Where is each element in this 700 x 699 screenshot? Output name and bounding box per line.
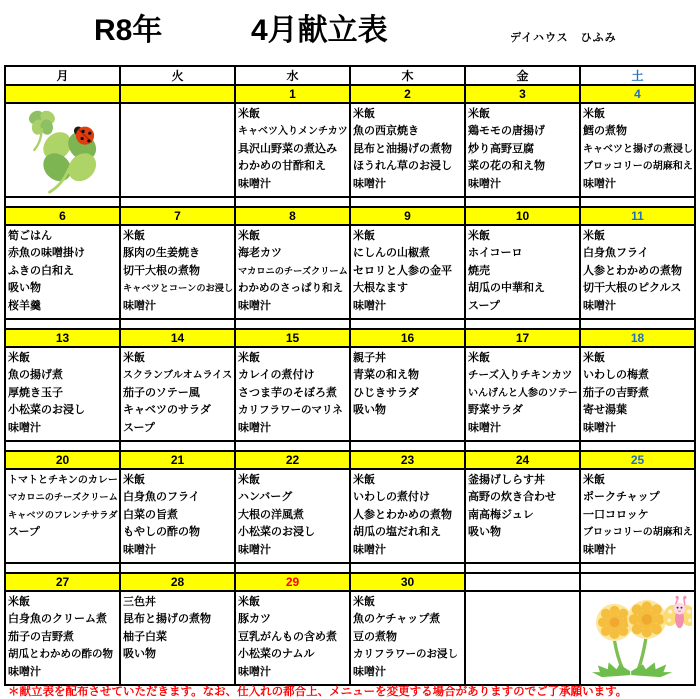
spacer-cell: [580, 441, 695, 451]
four-leaf-clover-icon: [15, 106, 111, 194]
date-cell-8: 8: [235, 207, 350, 225]
menu-item: 昆布と油揚げの煮物: [353, 142, 452, 155]
weekday-header-row: [5, 66, 695, 85]
menu-cell-day-24: [465, 469, 580, 563]
weekday-header-3: 水: [235, 66, 350, 85]
menu-item: 味噌汁: [238, 421, 271, 434]
date-cell-20: 20: [5, 451, 120, 469]
menu-item: 茄子の吉野煮: [583, 386, 649, 399]
menu-item: 豆乳がんもの含め煮: [238, 630, 337, 643]
menu-cell-day-27: [5, 591, 120, 685]
menu-item: 吸い物: [123, 648, 156, 661]
menu-cell-day-1: [235, 103, 350, 197]
menu-item: 白身魚のクリーム煮: [8, 613, 107, 626]
menu-item: 米飯: [238, 474, 260, 486]
menu-item: 味噌汁: [238, 665, 271, 678]
menu-item: 米飯: [583, 352, 605, 364]
menu-item: 味噌汁: [238, 299, 271, 312]
facility-name: デイハウス ひふみ: [510, 32, 617, 44]
menu-item: 親子丼: [353, 352, 386, 364]
menu-item: 昆布と揚げの煮物: [123, 613, 211, 626]
menu-item: 人参とわかめの煮物: [353, 508, 452, 521]
menu-cell-day-14: [120, 347, 235, 441]
menu-item: 米飯: [353, 474, 375, 486]
spacer-cell: [350, 319, 465, 329]
spacer-cell: [465, 441, 580, 451]
date-row-week-5: [5, 573, 695, 591]
menu-item: 米飯: [468, 230, 490, 242]
menu-item: 胡瓜とわかめの酢の物: [8, 648, 113, 661]
menu-item: 柚子白菜: [123, 630, 167, 643]
menu-item: 豚肉の生姜焼き: [123, 247, 200, 260]
menu-item: いわしの煮付け: [353, 491, 430, 504]
menu-item: 米飯: [123, 352, 145, 364]
menu-item: キャベツのサラダ: [123, 404, 211, 417]
date-cell-13: 13: [5, 329, 120, 347]
spacer-cell: [580, 319, 695, 329]
menu-item: 味噌汁: [123, 543, 156, 556]
date-cell-1: 1: [235, 85, 350, 103]
date-cell-16: 16: [350, 329, 465, 347]
date-cell-27: 27: [5, 573, 120, 591]
menu-item: 米飯: [583, 108, 605, 120]
spacer-cell: [465, 197, 580, 207]
weekday-header-4: 木: [350, 66, 465, 85]
menu-item: 菜の花の和え物: [468, 160, 545, 173]
menu-item: 南高梅ジュレ: [468, 508, 534, 521]
menu-item: 米飯: [123, 230, 145, 242]
menu-item: キャベツとコーンのお浸し: [123, 283, 234, 294]
menu-item: スープ: [468, 299, 500, 312]
menu-cell-day-23: [350, 469, 465, 563]
year-label: R8年: [94, 14, 163, 47]
menu-row-week-2: [5, 225, 695, 319]
menu-item: 人参とわかめの煮物: [583, 264, 682, 277]
menu-cell-empty: [465, 591, 580, 685]
menu-cell-day-4: [580, 103, 695, 197]
date-cell-10: 10: [465, 207, 580, 225]
menu-cell-day-29: [235, 591, 350, 685]
menu-item: もやしの酢の物: [123, 526, 200, 539]
menu-item: 具沢山野菜の煮込み: [238, 142, 337, 155]
weekday-header-6: 土: [580, 66, 695, 85]
menu-item: 米飯: [468, 108, 490, 120]
menu-item: 米飯: [238, 596, 260, 608]
spacer-cell: [235, 563, 350, 573]
menu-item: 切干大根のピクルス: [583, 282, 682, 295]
menu-cell-day-3: [465, 103, 580, 197]
menu-item: 味噌汁: [583, 421, 616, 434]
menu-item: マカロニのチーズクリーム: [238, 265, 348, 276]
menu-cell-day-10: [465, 225, 580, 319]
menu-item: 野菜サラダ: [468, 404, 523, 417]
menu-item: 味噌汁: [8, 665, 41, 678]
menu-item: 三色丼: [123, 596, 156, 608]
spacer-row: [5, 319, 695, 329]
menu-item: 高野の炊き合わせ: [468, 491, 556, 504]
menu-item: 味噌汁: [468, 177, 501, 190]
spacer-cell: [235, 197, 350, 207]
date-cell-30: 30: [350, 573, 465, 591]
menu-cell-day-28: [120, 591, 235, 685]
menu-item: マカロニのチーズクリーム: [8, 492, 118, 503]
menu-item: カリフラワーのお浸し: [353, 648, 458, 661]
spacer-cell: [120, 441, 235, 451]
menu-item: ブロッコリーの胡麻和え: [583, 161, 693, 173]
menu-cell-day-22: [235, 469, 350, 563]
date-cell-3: 3: [465, 85, 580, 103]
spacer-row: [5, 441, 695, 451]
date-cell-empty: [465, 573, 580, 591]
date-cell-24: 24: [465, 451, 580, 469]
menu-calendar-table: [4, 65, 696, 686]
menu-item: 切干大根の煮物: [123, 264, 200, 277]
date-row-week-3: [5, 329, 695, 347]
menu-item: 米飯: [8, 352, 30, 364]
menu-item: セロリと人参の金平: [353, 264, 452, 277]
spacer-cell: [350, 197, 465, 207]
menu-cell-day-2: [350, 103, 465, 197]
menu-item: 赤魚の味噌掛け: [8, 247, 85, 260]
menu-cell-day-6: [5, 225, 120, 319]
date-cell-empty: [120, 85, 235, 103]
date-cell-22: 22: [235, 451, 350, 469]
menu-item: 米飯: [353, 108, 375, 120]
weekday-header-1: 月: [5, 66, 120, 85]
menu-item: スープ: [123, 421, 155, 434]
menu-item: 米飯: [353, 596, 375, 608]
menu-item: 米飯: [238, 352, 260, 364]
menu-item: 大根の洋風煮: [238, 508, 304, 521]
weekday-header-2: 火: [120, 66, 235, 85]
menu-cell-day-20: [5, 469, 120, 563]
menu-item: 味噌汁: [123, 299, 156, 312]
spacer-cell: [5, 563, 120, 573]
menu-item: にしんの山椒煮: [353, 247, 430, 260]
date-cell-11: 11: [580, 207, 695, 225]
menu-item: 大根なます: [353, 282, 408, 295]
menu-item: さつま芋のそぼろ煮: [238, 386, 337, 399]
menu-item: 米飯: [583, 230, 605, 242]
menu-item: 小松菜のお浸し: [238, 526, 315, 539]
date-cell-18: 18: [580, 329, 695, 347]
menu-item: 炒り高野豆腐: [468, 142, 534, 155]
menu-item: スクランブルオムライス: [123, 370, 233, 382]
menu-item: 米飯: [468, 352, 490, 364]
menu-item: 小松菜のナムル: [238, 648, 315, 661]
dandelion-flowers-icon: [584, 594, 692, 680]
menu-item: ひじきサラダ: [353, 386, 419, 399]
menu-item: キャベツと揚げの煮浸し: [583, 143, 693, 155]
menu-item: トマトとチキンのカレー: [8, 475, 118, 486]
date-cell-29: 29: [235, 573, 350, 591]
menu-cell-day-30: [350, 591, 465, 685]
date-cell-2: 2: [350, 85, 465, 103]
spacer-cell: [120, 197, 235, 207]
butterfly-icon: [660, 596, 692, 628]
menu-item: 味噌汁: [353, 177, 386, 190]
menu-item: 米飯: [8, 596, 30, 608]
menu-item: 豚カツ: [238, 613, 271, 626]
spacer-cell: [5, 197, 120, 207]
menu-cell-day-13: [5, 347, 120, 441]
date-cell-23: 23: [350, 451, 465, 469]
date-cell-28: 28: [120, 573, 235, 591]
date-cell-25: 25: [580, 451, 695, 469]
menu-cell-day-8: [235, 225, 350, 319]
menu-item: 白身魚フライ: [583, 247, 649, 260]
menu-row-week-1: [5, 103, 695, 197]
menu-item: 米飯: [238, 230, 260, 242]
menu-cell-day-9: [350, 225, 465, 319]
menu-item: 味噌汁: [238, 543, 271, 556]
spacer-cell: [120, 563, 235, 573]
menu-item: チーズ入りチキンカツ: [468, 369, 573, 382]
menu-item: 米飯: [238, 108, 260, 120]
spacer-cell: [350, 563, 465, 573]
menu-item: スープ: [8, 526, 40, 539]
menu-item: 吸い物: [468, 526, 501, 539]
menu-item: 吸い物: [8, 282, 41, 295]
menu-item: 白身魚のフライ: [123, 491, 200, 504]
menu-item: 筍ごはん: [8, 230, 52, 242]
date-row-week-1: [5, 85, 695, 103]
menu-row-week-5: [5, 591, 695, 685]
menu-item: 味噌汁: [583, 177, 616, 190]
menu-item: 焼売: [468, 264, 490, 277]
menu-item: カレイの煮付け: [238, 369, 315, 382]
menu-item: 味噌汁: [583, 299, 616, 312]
spacer-cell: [465, 563, 580, 573]
menu-item: わかめのさっぱり和え: [238, 282, 343, 295]
menu-row-week-3: [5, 347, 695, 441]
spacer-cell: [5, 319, 120, 329]
spacer-row: [5, 563, 695, 573]
menu-item: 青菜の和え物: [353, 369, 419, 382]
menu-item: ハンバーグ: [238, 491, 293, 504]
menu-item: 寄せ湯葉: [583, 404, 627, 417]
date-cell-9: 9: [350, 207, 465, 225]
menu-cell-empty: [120, 103, 235, 197]
menu-item: 桜羊羹: [8, 299, 41, 312]
menu-cell-day-7: [120, 225, 235, 319]
footnote-text: ＊献立表を配布させていただきます。なお、仕入れの都合上、メニューを変更する場合がありますのでご了承願います。: [8, 686, 628, 698]
menu-item: ふきの白和え: [8, 264, 74, 277]
menu-item: 魚の揚げ煮: [8, 369, 63, 382]
date-row-week-2: [5, 207, 695, 225]
menu-cell-day-17: [465, 347, 580, 441]
menu-item: ブロッコリーの胡麻和え: [583, 527, 693, 539]
menu-item: 味噌汁: [8, 421, 41, 434]
menu-item: 味噌汁: [583, 543, 616, 556]
dandelion-leaf: [592, 662, 630, 677]
clover-illustration: [8, 106, 118, 194]
menu-item: 魚の西京焼き: [353, 125, 419, 138]
date-cell-17: 17: [465, 329, 580, 347]
menu-item: いんげんと人参のソテー: [468, 387, 578, 399]
menu-item: 吸い物: [353, 404, 386, 417]
menu-item: 米飯: [123, 474, 145, 486]
dandelion-leaf: [631, 662, 672, 677]
dandelion-flower: [627, 600, 666, 639]
menu-item: 豆の煮物: [353, 630, 397, 643]
spacer-cell: [465, 319, 580, 329]
spacer-cell: [235, 319, 350, 329]
menu-item: 味噌汁: [353, 665, 386, 678]
menu-item: 米飯: [583, 474, 605, 486]
menu-item: 味噌汁: [353, 543, 386, 556]
menu-cell-day-11: [580, 225, 695, 319]
menu-item: 白菜の旨煮: [123, 508, 178, 521]
menu-item: 茄子のソテー風: [123, 386, 200, 399]
date-cell-15: 15: [235, 329, 350, 347]
menu-row-week-4: [5, 469, 695, 563]
spacer-row: [5, 197, 695, 207]
date-cell-empty: [5, 85, 120, 103]
menu-item: カリフラワーのマリネ: [238, 404, 343, 417]
menu-item: 釜揚げしらす丼: [468, 474, 545, 486]
date-cell-14: 14: [120, 329, 235, 347]
spacer-cell: [5, 441, 120, 451]
spacer-cell: [235, 441, 350, 451]
menu-item: 厚焼き玉子: [8, 386, 63, 399]
menu-item: 鶏モモの唐揚げ: [468, 125, 545, 138]
menu-item: キャベツ入りメンチカツ: [238, 126, 348, 138]
menu-item: 胡瓜の塩だれ和え: [353, 526, 441, 539]
menu-cell-empty: [5, 103, 120, 197]
menu-cell-day-21: [120, 469, 235, 563]
menu-item: いわしの梅煮: [583, 369, 649, 382]
date-cell-6: 6: [5, 207, 120, 225]
menu-item: ホイコーロ: [468, 247, 523, 260]
menu-cell-empty: [580, 591, 695, 685]
menu-item: 茄子の吉野煮: [8, 630, 74, 643]
spacer-cell: [120, 319, 235, 329]
menu-item: 一口コロッケ: [583, 508, 649, 521]
date-row-week-4: [5, 451, 695, 469]
menu-item: 味噌汁: [353, 299, 386, 312]
weekday-header-5: 金: [465, 66, 580, 85]
menu-item: わかめの甘酢和え: [238, 160, 326, 173]
menu-cell-day-18: [580, 347, 695, 441]
menu-item: 小松菜のお浸し: [8, 404, 85, 417]
date-cell-4: 4: [580, 85, 695, 103]
menu-item: ほうれん草のお浸し: [353, 160, 452, 173]
spacer-cell: [580, 197, 695, 207]
menu-item: ポークチャップ: [583, 491, 660, 504]
menu-item: 味噌汁: [468, 421, 501, 434]
spacer-cell: [350, 441, 465, 451]
menu-item: 味噌汁: [238, 177, 271, 190]
spacer-cell: [580, 563, 695, 573]
menu-item: 米飯: [353, 230, 375, 242]
date-cell-21: 21: [120, 451, 235, 469]
menu-item: 海老カツ: [238, 247, 282, 260]
date-cell-7: 7: [120, 207, 235, 225]
menu-cell-day-16: [350, 347, 465, 441]
menu-item: 魚のケチャップ煮: [353, 613, 441, 626]
menu-cell-day-15: [235, 347, 350, 441]
menu-item: キャベツのフレンチサラダ: [8, 509, 118, 520]
date-cell-empty: [580, 573, 695, 591]
dandelion-illustration: [583, 594, 693, 680]
menu-cell-day-25: [580, 469, 695, 563]
page-title: 4月献立表: [251, 14, 388, 47]
menu-item: 胡瓜の中華和え: [468, 282, 545, 295]
menu-item: 鱈の煮物: [583, 125, 627, 138]
